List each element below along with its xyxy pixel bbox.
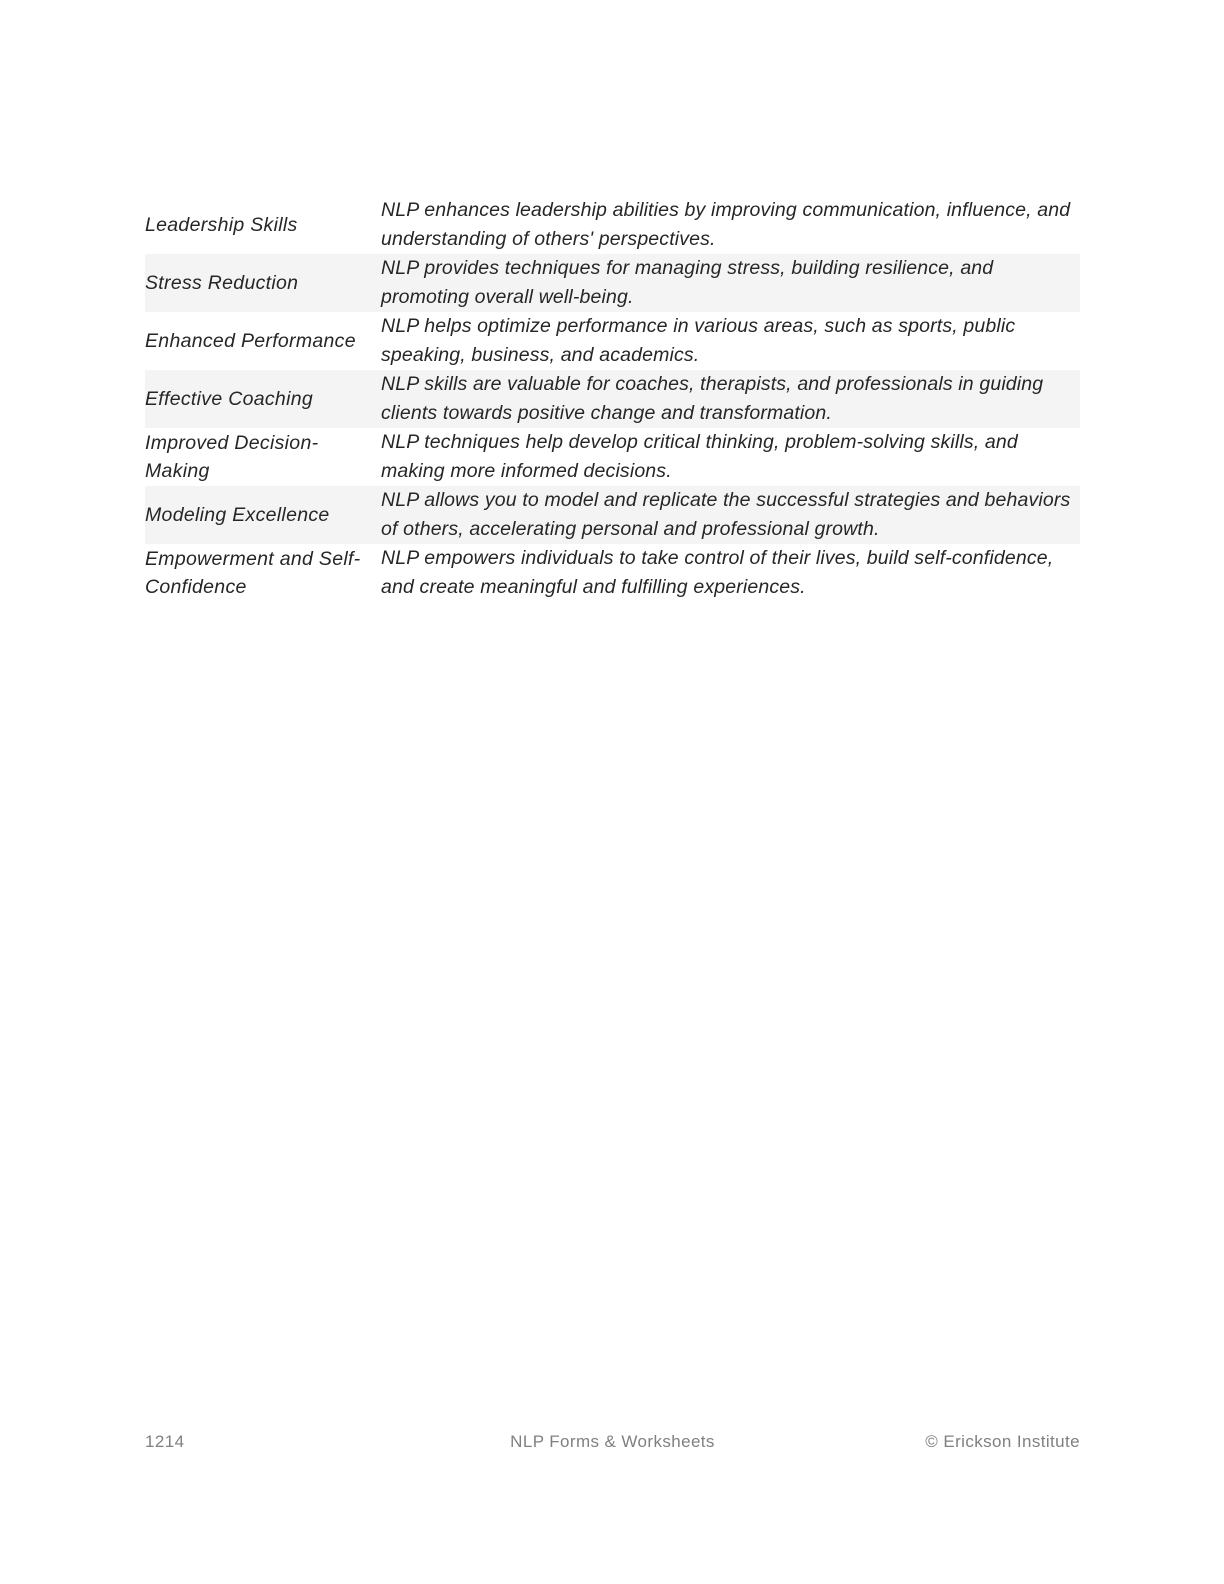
benefit-description-cell: NLP allows you to model and replicate the successful strategies and behaviors of others, accelerating personal and professional growth.	[381, 489, 1071, 540]
benefit-name-cell: Leadership Skills	[145, 214, 298, 236]
benefit-description-cell: NLP helps optimize performance in various areas, such as sports, public speaking, business, and academics.	[381, 315, 1016, 366]
nlp-benefits-table	[145, 196, 1080, 602]
footer-page-number: 1214	[145, 1432, 185, 1451]
footer-document-title: NLP Forms & Worksheets	[510, 1432, 715, 1451]
table-row	[145, 428, 1080, 486]
table-row	[145, 544, 1080, 602]
table-row	[145, 370, 1080, 428]
table-body	[145, 196, 1080, 602]
table-row	[145, 254, 1080, 312]
benefit-description-cell: NLP empowers individuals to take control of their lives, build self-confidence, and create meaningful and fulfilling experiences.	[381, 547, 1054, 598]
benefit-name-cell: Modeling Excellence	[145, 504, 330, 526]
benefit-name-cell: Stress Reduction	[145, 272, 299, 294]
benefit-description-cell: NLP techniques help develop critical thinking, problem-solving skills, and making more informed decisions.	[381, 431, 1018, 482]
benefit-description-cell: NLP provides techniques for managing stress, building resilience, and promoting overall well-being.	[381, 257, 994, 308]
page-footer	[145, 1432, 1080, 1464]
table-row	[145, 312, 1080, 370]
benefit-name-cell: Empowerment and Self-Confidence	[145, 548, 361, 598]
benefit-name-cell: Effective Coaching	[145, 388, 313, 410]
benefit-name-cell: Enhanced Performance	[145, 330, 356, 352]
benefit-name-cell: Improved Decision-Making	[145, 432, 319, 482]
table-row	[145, 486, 1080, 544]
footer-copyright: © Erickson Institute	[925, 1432, 1080, 1451]
table-row	[145, 196, 1080, 254]
benefit-description-cell: NLP enhances leadership abilities by improving communication, influence, and understanding of others' perspectives.	[381, 199, 1071, 250]
benefit-description-cell: NLP skills are valuable for coaches, therapists, and professionals in guiding clients towards positive change and transformation.	[381, 373, 1044, 424]
